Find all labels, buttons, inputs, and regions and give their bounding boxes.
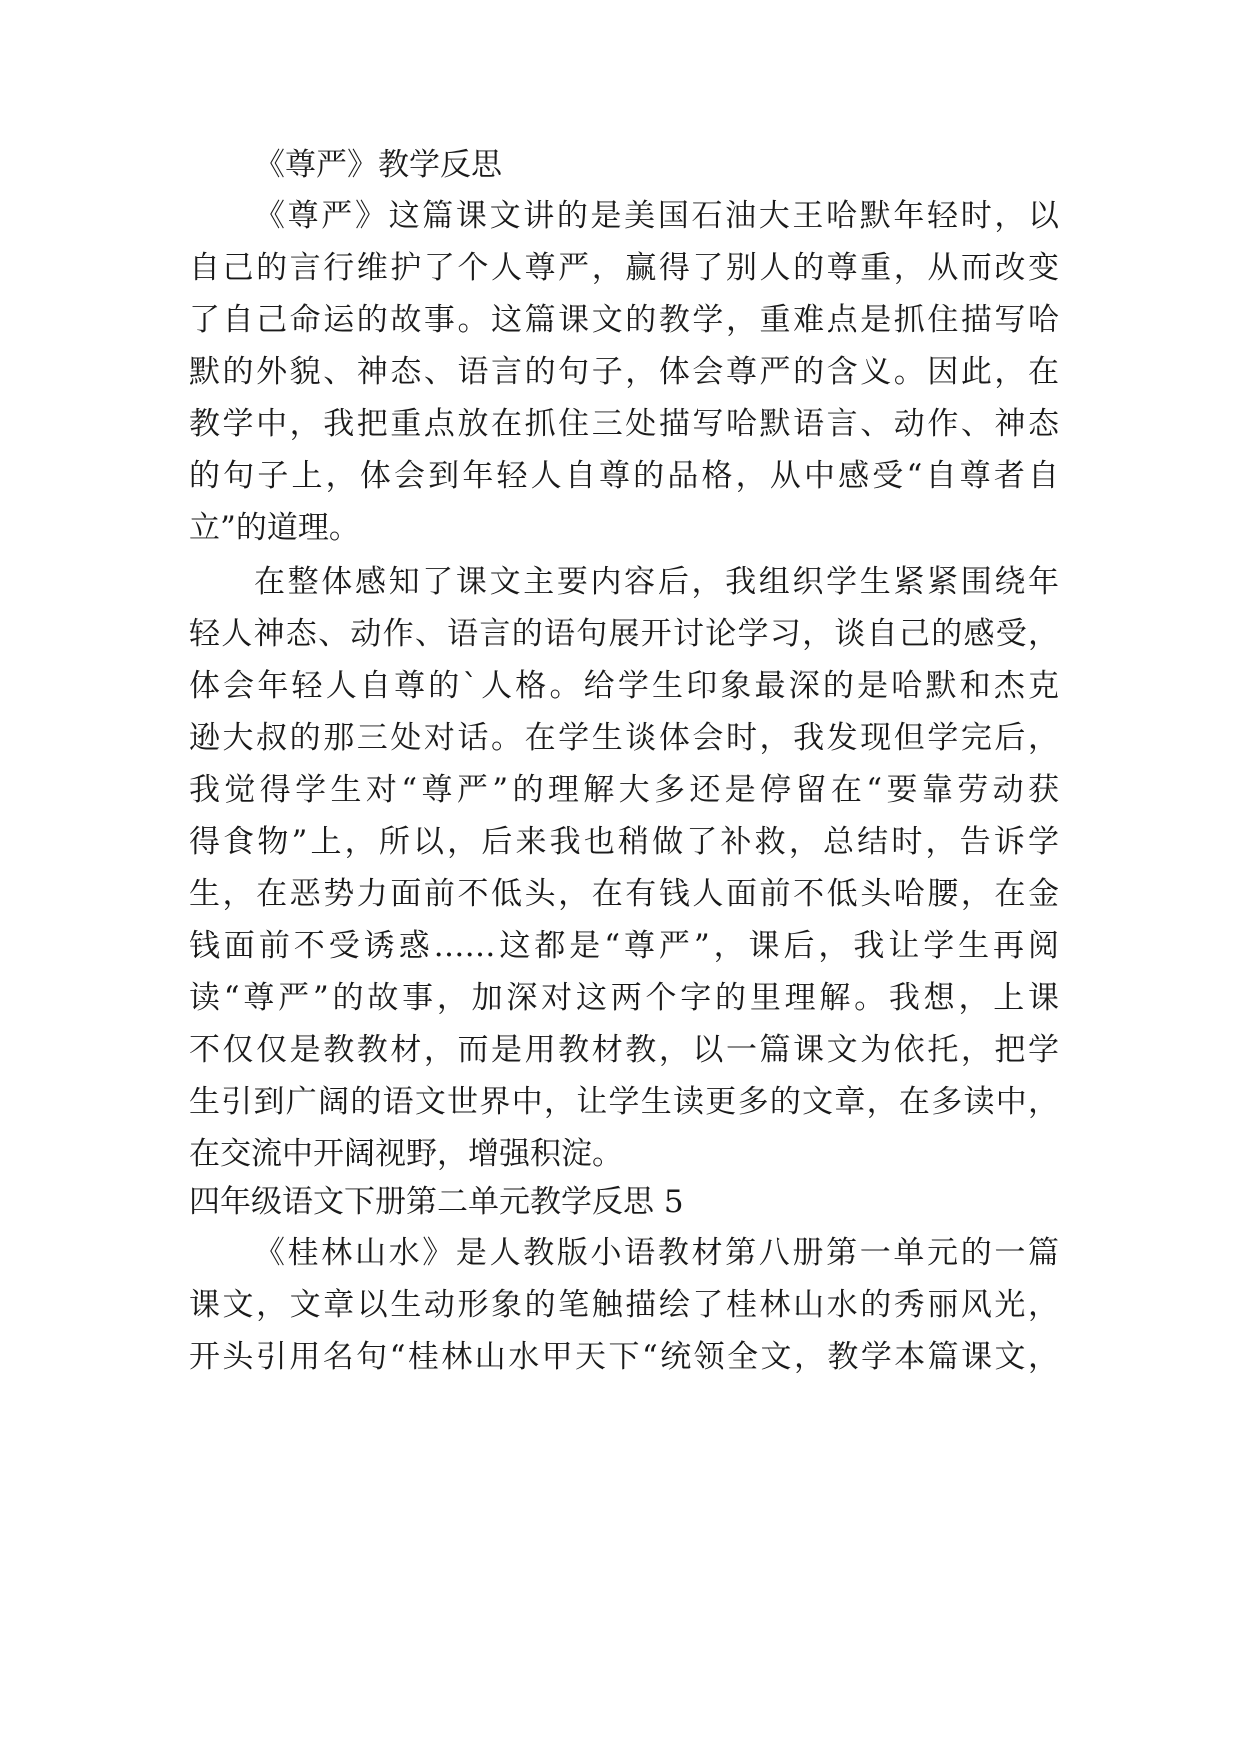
paragraph-line: 体会年轻人自尊的`人格。给学生印象最深的是哈默和杰克 <box>189 668 1059 704</box>
paragraph-line: 逊大叔的那三处对话。在学生谈体会时，我发现但学完后， <box>189 720 1059 756</box>
paragraph-line: 课文，文章以生动形象的笔触描绘了桂林山水的秀丽风光， <box>189 1287 1059 1323</box>
paragraph-line: 《桂林山水》是人教版小语教材第八册第一单元的一篇 <box>254 1235 1059 1271</box>
section-title: 《尊严》教学反思 <box>254 147 502 183</box>
paragraph-line: 的句子上，体会到年轻人自尊的品格，从中感受“自尊者自 <box>189 458 1059 494</box>
paragraph-line: 钱面前不受诱惑……这都是“尊严”，课后，我让学生再阅 <box>189 928 1059 964</box>
paragraph-line: 在整体感知了课文主要内容后，我组织学生紧紧围绕年 <box>254 564 1059 600</box>
paragraph-line: 得食物”上，所以，后来我也稍做了补救，总结时，告诉学 <box>189 824 1059 860</box>
paragraph-line: 我觉得学生对“尊严”的理解大多还是停留在“要靠劳动获 <box>189 772 1059 808</box>
paragraph-line: 默的外貌、神态、语言的句子，体会尊严的含义。因此，在 <box>189 354 1059 390</box>
paragraph-line: 不仅仅是教教材，而是用教材教，以一篇课文为依托，把学 <box>189 1032 1059 1068</box>
section-title: 四年级语文下册第二单元教学反思 5 <box>189 1184 684 1220</box>
paragraph-line: 生，在恶势力面前不低头，在有钱人面前不低头哈腰，在金 <box>189 876 1059 912</box>
paragraph-line: 自己的言行维护了个人尊严，赢得了别人的尊重，从而改变 <box>189 250 1059 286</box>
paragraph-line: 《尊严》这篇课文讲的是美国石油大王哈默年轻时，以 <box>254 198 1059 234</box>
paragraph-line: 教学中，我把重点放在抓住三处描写哈默语言、动作、神态 <box>189 406 1059 442</box>
paragraph-line: 读“尊严”的故事，加深对这两个字的里理解。我想，上课 <box>189 980 1059 1016</box>
paragraph-line: 开头引用名句“桂林山水甲天下“统领全文，教学本篇课文， <box>189 1339 1059 1375</box>
paragraph-line: 生引到广阔的语文世界中，让学生读更多的文章，在多读中， <box>189 1084 1059 1120</box>
paragraph-line: 了自己命运的故事。这篇课文的教学，重难点是抓住描写哈 <box>189 302 1059 338</box>
paragraph-line: 轻人神态、动作、语言的语句展开讨论学习，谈自己的感受， <box>189 616 1059 652</box>
paragraph-line: 立”的道理。 <box>189 510 360 546</box>
paragraph-line: 在交流中开阔视野，增强积淀。 <box>189 1136 623 1172</box>
